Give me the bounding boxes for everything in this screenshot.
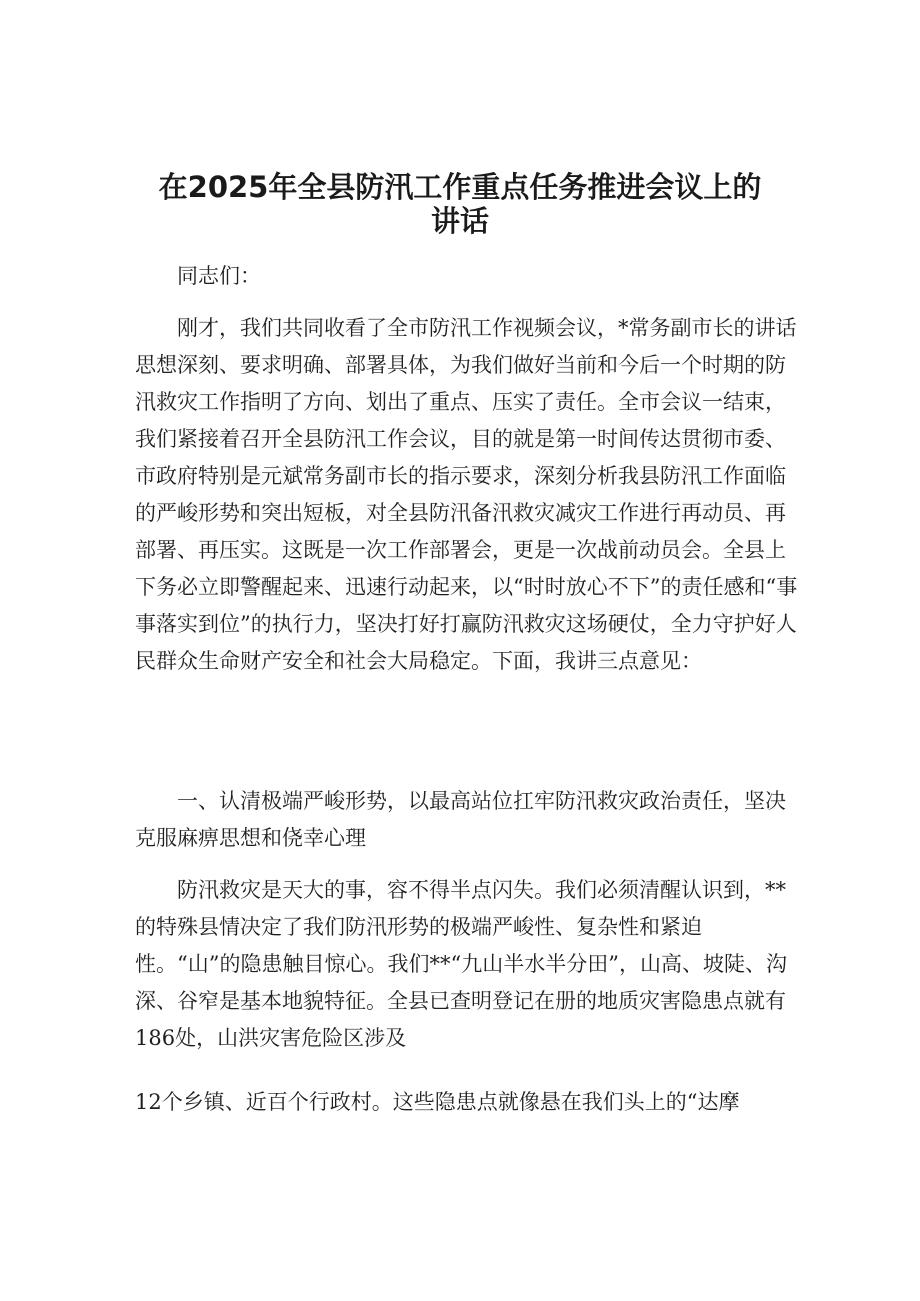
title-line-1: 在2025年全县防汛工作重点任务推进会议上的 — [158, 170, 762, 204]
document-title — [130, 170, 790, 238]
salutation: 同志们： — [177, 264, 261, 288]
section-heading-1: 一、认清极端严峻形势，以最高站位扛牢防汛救灾政治责任，坚决克服麻痹思想和侥幸心理 — [135, 789, 786, 850]
paragraph-continuation: 12个乡镇、近百个行政村。这些隐患点就像悬在我们头上的“达摩 — [135, 1090, 740, 1114]
paragraph-section-1: 防汛救灾是天大的事，容不得半点闪失。我们必须清醒认识到，**的特殊县情决定了我们防汛形势的极端严峻性、复杂性和紧迫性。“山”的隐患触目惊心。我们**“九山半水半分田”，山高、坡陡、沟深、谷窄是基本地貌特征。全县已查明登记在册的地质灾害隐患点就有186处，山洪灾害危险区涉及 — [135, 878, 787, 1050]
title-line-2: 讲话 — [430, 204, 489, 238]
paragraph-intro: 刚才，我们共同收看了全市防汛工作视频会议，*常务副市长的讲话思想深刻、要求明确、部署具体，为我们做好当前和今后一个时期的防汛救灾工作指明了方向、划出了重点、压实了责任。全市会议一结束，我们紧接着召开全县防汛工作会议，目的就是第一时间传达贯彻市委、市政府特别是元斌常务副市长的指示要求，深刻分析我县防汛工作面临的严峻形势和突出短板，对全县防汛备汛救灾减灾工作进行再动员、再部署、再压实。这既是一次工作部署会，更是一次战前动员会。全县上下务必立即警醒起来、迅速行动起来，以“时时放心不下”的责任感和“事事落实到位”的执行力，坚决打好打赢防汛救灾这场硬仗，全力守护好人民群众生命财产安全和社会大局稳定。下面，我讲三点意见： — [135, 316, 798, 673]
